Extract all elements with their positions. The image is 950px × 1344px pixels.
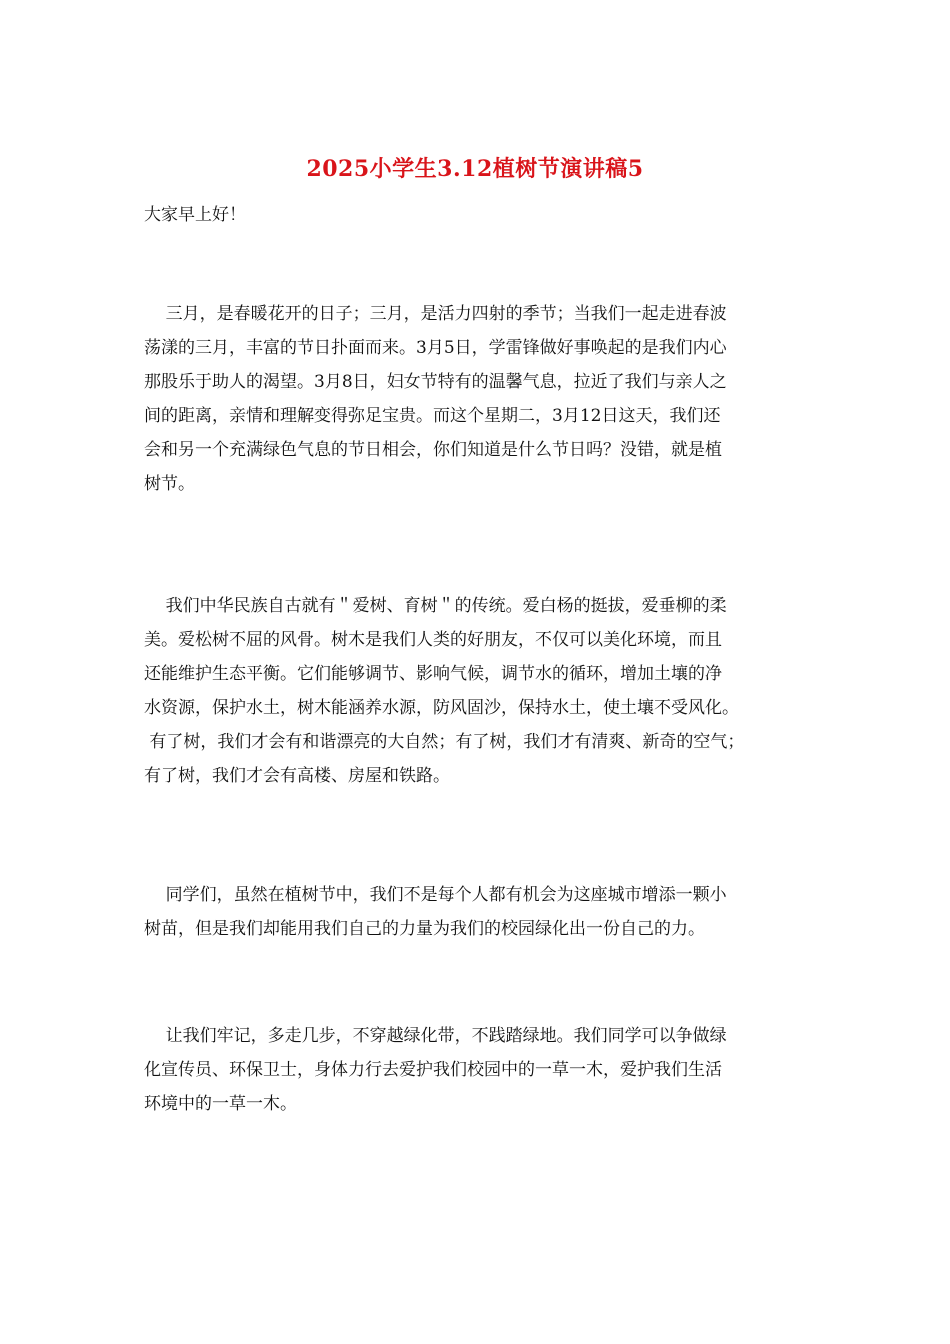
paragraph-line: 树苗，但是我们却能用我们自己的力量为我们的校园绿化出一份自己的力。 bbox=[144, 919, 705, 939]
paragraph-line: 三月，是春暖花开的日子；三月，是活力四射的季节；当我们一起走进春波 bbox=[144, 304, 727, 324]
paragraph-line: 荡漾的三月，丰富的节日扑面而来。3月5日，学雷锋做好事唤起的是我们内心 bbox=[144, 338, 727, 358]
paragraph-line: 会和另一个充满绿色气息的节日相会，你们知道是什么节日吗？没错，就是植 bbox=[144, 440, 722, 460]
paragraph-line: 同学们，虽然在植树节中，我们不是每个人都有机会为这座城市增添一颗小 bbox=[144, 885, 727, 905]
paragraph-line: 水资源，保护水土，树木能涵养水源，防风固沙，保持水土，使土壤不受风化。 bbox=[144, 698, 739, 718]
paragraph-line: 化宣传员、环保卫士，身体力行去爱护我们校园中的一草一木，爱护我们生活 bbox=[144, 1060, 722, 1080]
paragraph-2 bbox=[144, 589, 824, 793]
paragraph-line: 树节。 bbox=[144, 474, 195, 494]
paragraph-1 bbox=[144, 297, 824, 501]
paragraph-4 bbox=[144, 1019, 824, 1121]
paragraph-line: 让我们牢记，多走几步，不穿越绿化带，不践踏绿地。我们同学可以争做绿 bbox=[144, 1026, 727, 1046]
paragraph-line: 我们中华民族自古就有＂爱树、育树＂的传统。爱白杨的挺拔，爱垂柳的柔 bbox=[144, 596, 727, 616]
paragraph-line: 有了树，我们才会有和谐漂亮的大自然；有了树，我们才有清爽、新奇的空气； bbox=[144, 732, 745, 752]
page-title: 2025小学生3.12植树节演讲稿5 bbox=[306, 156, 644, 182]
paragraph-line: 那股乐于助人的渴望。3月8日，妇女节特有的温馨气息，拉近了我们与亲人之 bbox=[144, 372, 727, 392]
paragraph-line: 环境中的一草一木。 bbox=[144, 1094, 297, 1114]
paragraph-line: 还能维护生态平衡。它们能够调节、影响气候，调节水的循环，增加土壤的净 bbox=[144, 664, 722, 684]
paragraph-line: 美。爱松树不屈的风骨。树木是我们人类的好朋友，不仅可以美化环境，而且 bbox=[144, 630, 722, 650]
paragraph-line: 间的距离，亲情和理解变得弥足宝贵。而这个星期二，3月12日这天，我们还 bbox=[144, 406, 721, 426]
paragraph-3 bbox=[144, 878, 824, 946]
paragraph-line: 有了树，我们才会有高楼、房屋和铁路。 bbox=[144, 766, 450, 786]
greeting-text: 大家早上好！ bbox=[144, 205, 246, 225]
